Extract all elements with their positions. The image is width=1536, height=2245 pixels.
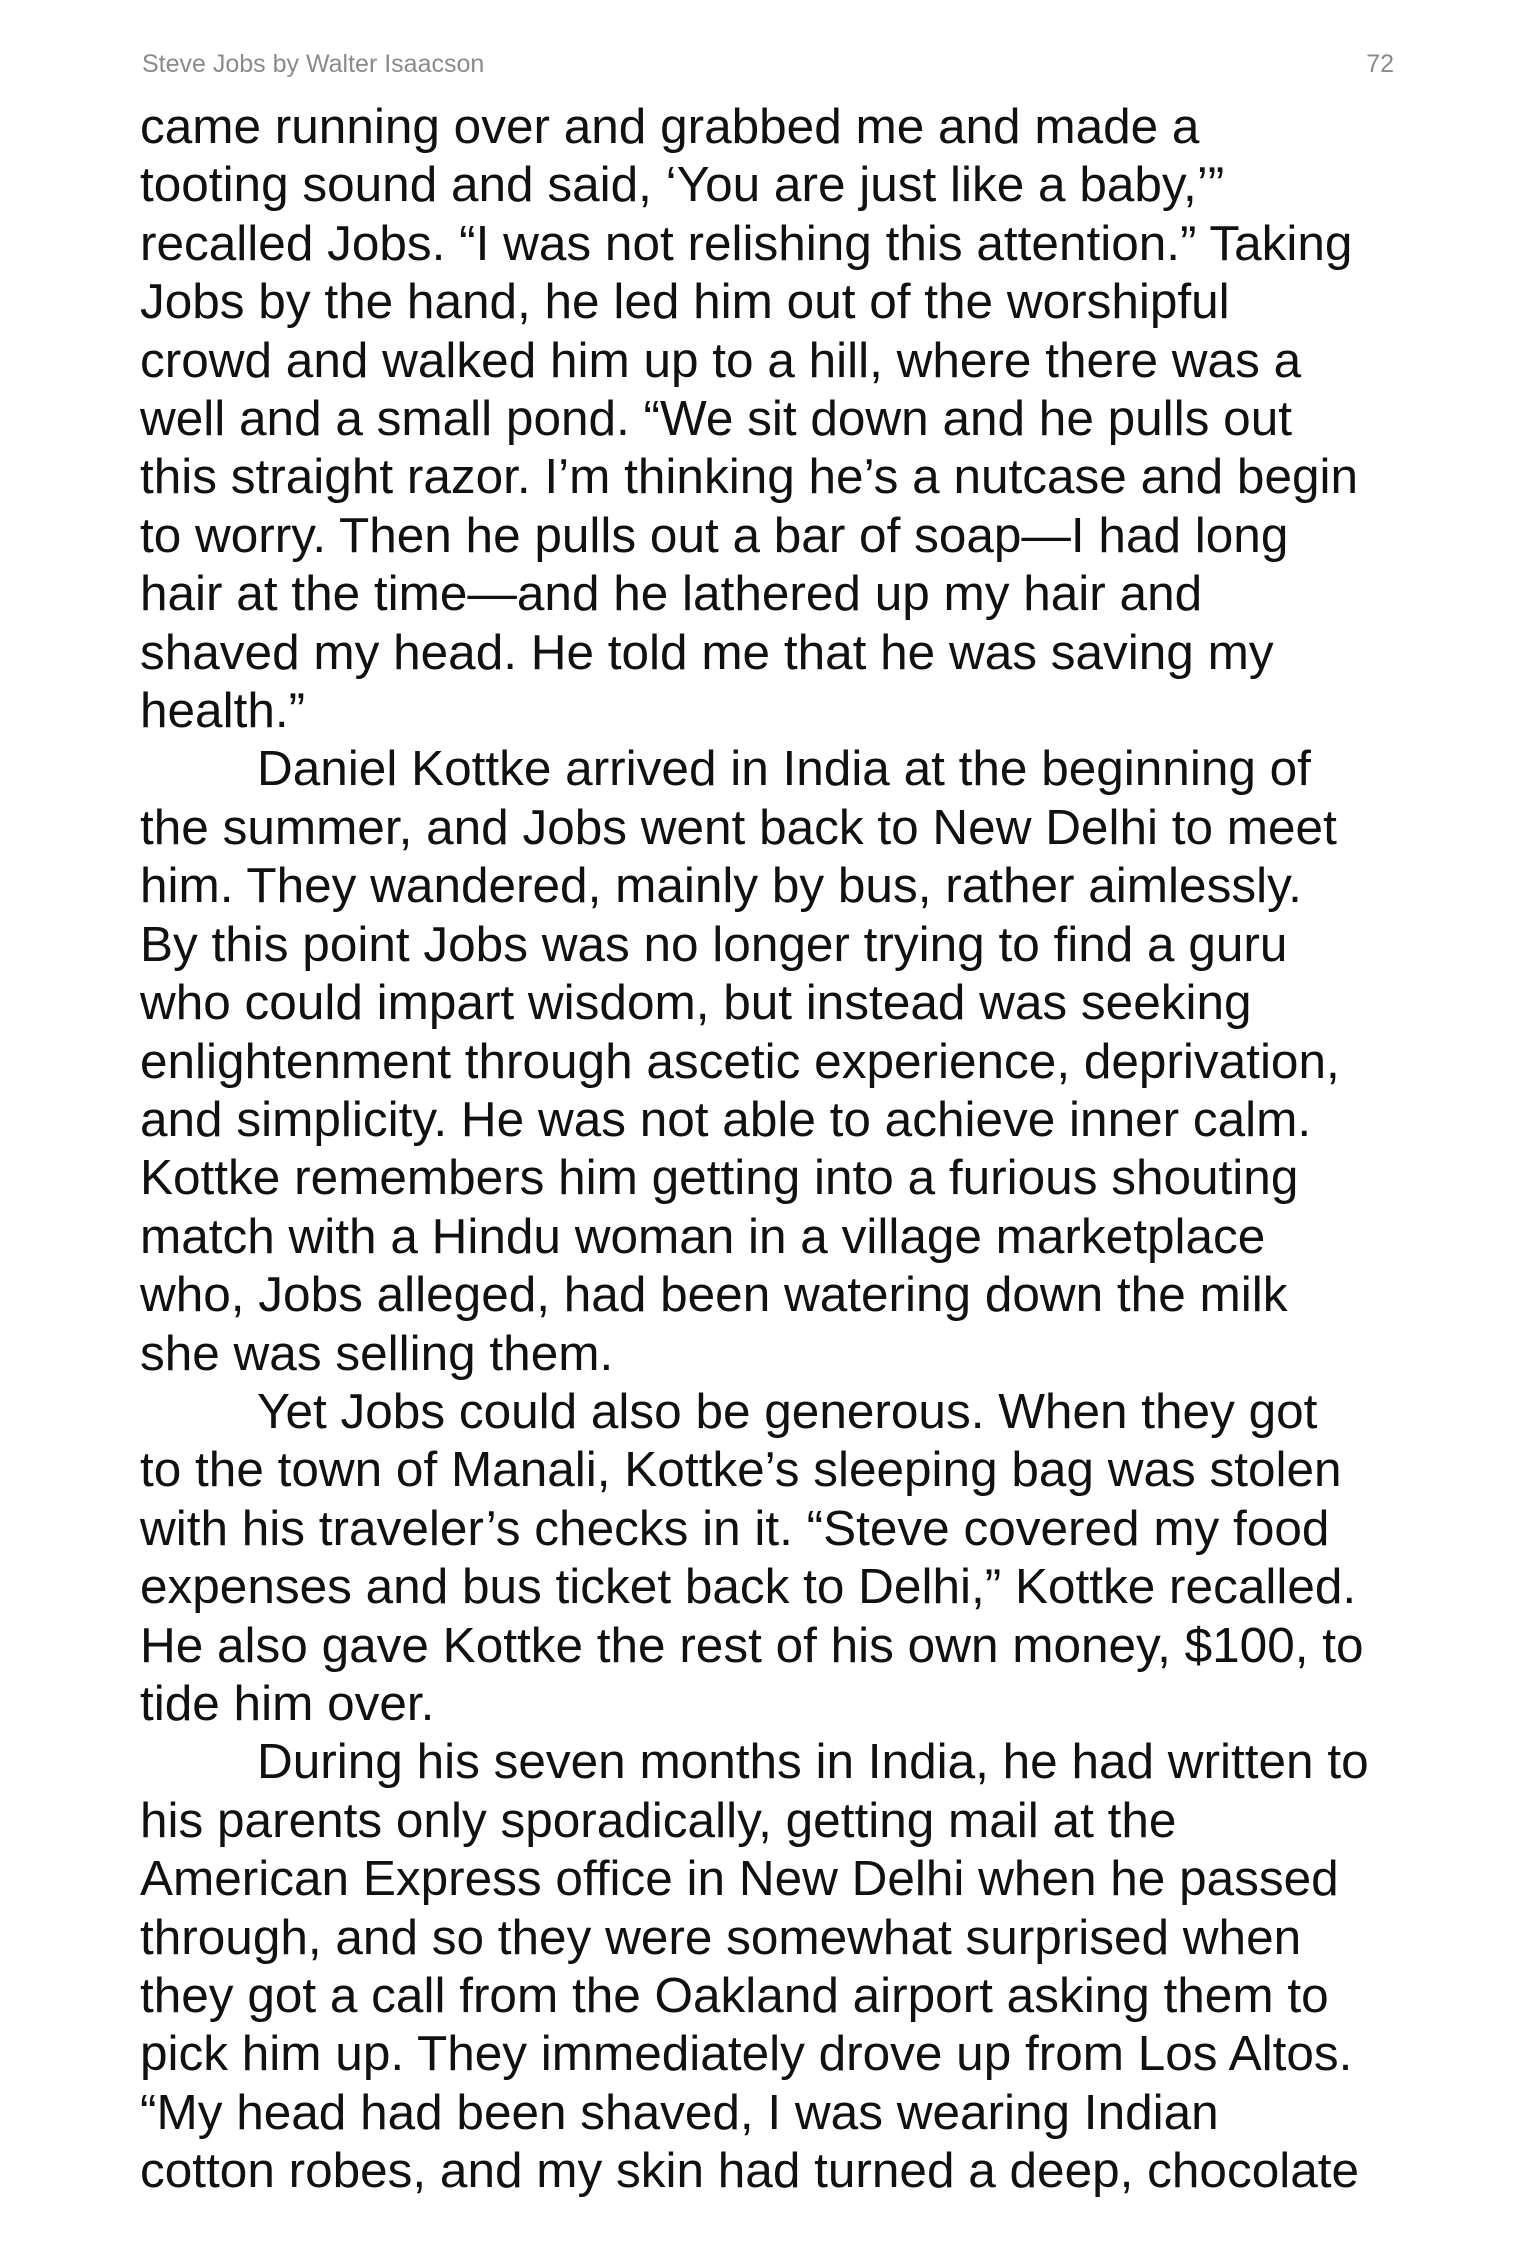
text-line: came running over and grabbed me and made a: [140, 99, 1200, 154]
text-line: this straight razor. I’m thinking he’s a nutcase and begin: [140, 449, 1359, 505]
body-text: [140, 98, 1420, 2201]
paragraph-4: [140, 1733, 1420, 2200]
paragraph-2: [140, 740, 1420, 1382]
text-line: who, Jobs alleged, had been watering down the milk: [140, 1267, 1288, 1323]
text-line: Kottke remembers him getting into a furious shouting: [140, 1150, 1299, 1206]
text-line: health.”: [140, 683, 306, 739]
text-line-indented: Daniel Kottke arrived in India at the beginning of: [257, 741, 1311, 797]
text-line: pick him up. They immediately drove up from Los Altos.: [140, 2026, 1353, 2082]
text-line: crowd and walked him up to a hill, where there was a: [140, 332, 1302, 388]
paragraph-3: [140, 1383, 1420, 1733]
text-line: she was selling them.: [140, 1325, 614, 1381]
text-line: tooting sound and said, ‘You are just like a baby,’”: [140, 157, 1225, 213]
text-line: hair at the time—and he lathered up my hair and: [140, 566, 1203, 622]
text-line: He also gave Kottke the rest of his own money, $100, to: [140, 1617, 1364, 1673]
text-line: with his traveler’s checks in it. “Steve covered my food: [140, 1500, 1330, 1556]
text-line: expenses and bus ticket back to Delhi,” Kottke recalled.: [140, 1559, 1357, 1615]
text-line: shaved my head. He told me that he was saving my: [140, 624, 1274, 680]
text-line: to the town of Manali, Kottke’s sleeping bag was stolen: [140, 1442, 1342, 1498]
text-line: American Express office in New Delhi when he passed: [140, 1851, 1339, 1907]
text-line: him. They wandered, mainly by bus, rather aimlessly.: [140, 858, 1302, 914]
text-line: enlightenment through ascetic experience, deprivation,: [140, 1033, 1340, 1089]
text-line: By this point Jobs was no longer trying to find a guru: [140, 916, 1288, 972]
text-line: his parents only sporadically, getting mail at the: [140, 1792, 1177, 1848]
text-line: the summer, and Jobs went back to New Delhi to meet: [140, 799, 1337, 855]
page-number: 72: [1366, 50, 1394, 78]
text-line: tide him over.: [140, 1675, 435, 1731]
text-line: who could impart wisdom, but instead was seeking: [140, 975, 1252, 1031]
book-title: Steve Jobs by Walter Isaacson: [142, 50, 485, 78]
text-line: “My head had been shaved, I was wearing Indian: [140, 2084, 1219, 2140]
text-line: cotton robes, and my skin had turned a deep, chocolate: [140, 2143, 1360, 2199]
text-line: and simplicity. He was not able to achieve inner calm.: [140, 1091, 1312, 1147]
text-line: well and a small pond. “We sit down and he pulls out: [140, 391, 1292, 447]
text-line-indented: During his seven months in India, he had written to: [257, 1734, 1369, 1790]
text-line: they got a call from the Oakland airport asking them to: [140, 1968, 1329, 2023]
paragraph-1: [140, 98, 1420, 740]
text-line: to worry. Then he pulls out a bar of soap—I had long: [140, 507, 1289, 563]
text-line: Jobs by the hand, he led him out of the worshipful: [140, 274, 1230, 330]
text-line: match with a Hindu woman in a village marketplace: [140, 1208, 1266, 1264]
text-line: recalled Jobs. “I was not relishing this attention.” Taking: [140, 215, 1353, 271]
text-line: through, and so they were somewhat surprised when: [140, 1909, 1302, 1965]
text-line-indented: Yet Jobs could also be generous. When they got: [257, 1383, 1318, 1439]
running-header: [142, 50, 1394, 82]
